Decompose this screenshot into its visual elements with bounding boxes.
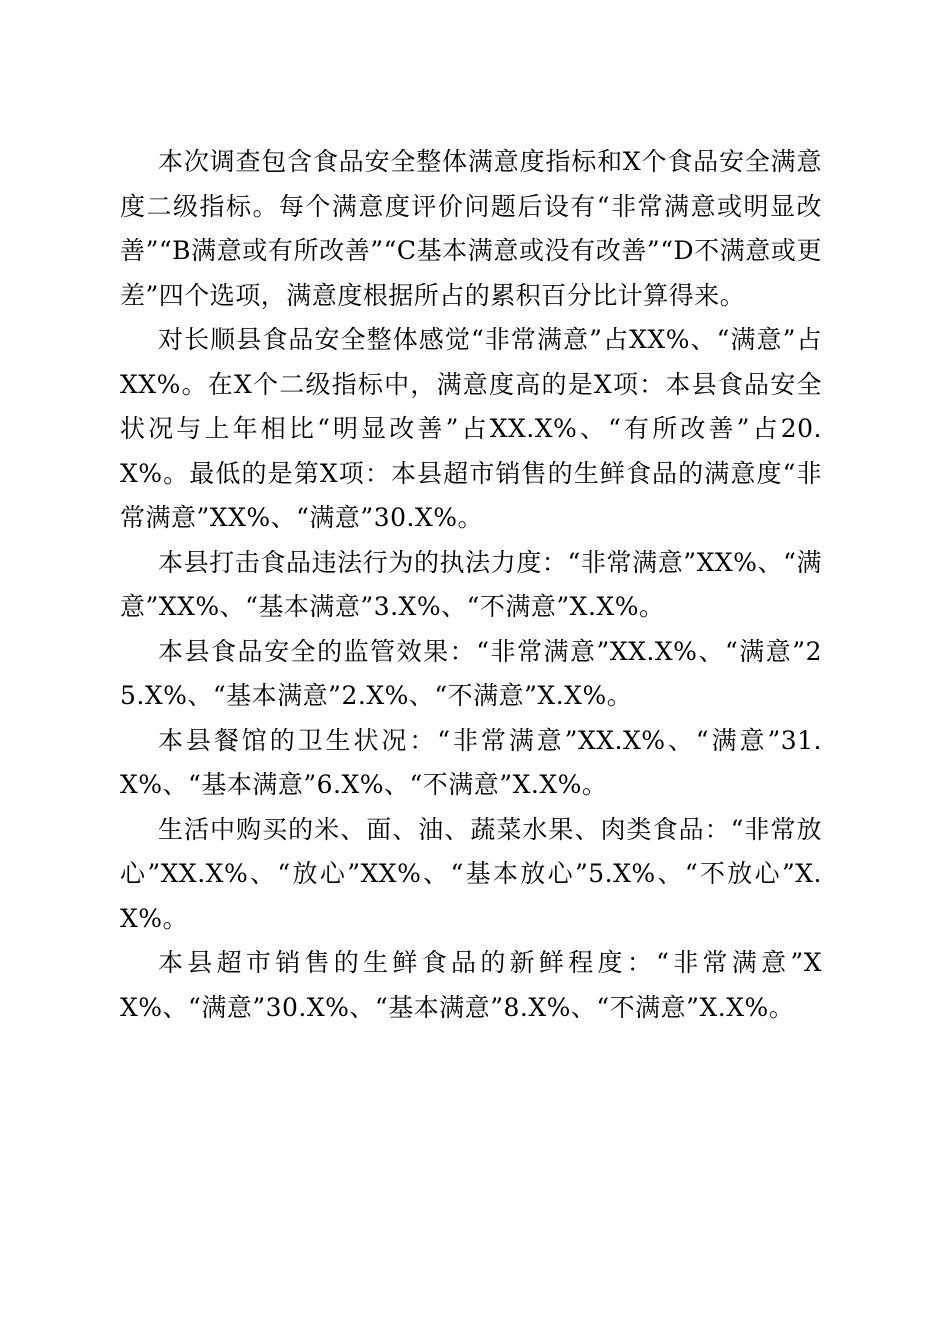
paragraph-enforcement: 本县打击食品违法行为的执法力度：“非常满意”XX%、“满意”XX%、“基本满意”3.X%、“不满意”X.X%。 bbox=[120, 547, 822, 621]
paragraph-supervision-effect: 本县食品安全的监管效果：“非常满意”XX.X%、“满意”25.X%、“基本满意”2.X%、“不满意”X.X%。 bbox=[120, 636, 822, 710]
paragraph-staple-foods: 生活中购买的米、面、油、蔬菜水果、肉类食品：“非常放心”XX.X%、“放心”XX%、“基本放心”5.X%、“不放心”X.X%。 bbox=[120, 814, 822, 933]
document-body bbox=[120, 140, 822, 1030]
paragraph-overall-satisfaction: 对长顺县食品安全整体感觉“非常满意”占XX%、“满意”占XX%。在X个二级指标中，满意度高的是X项：本县食品安全状况与上年相比“明显改善”占XX.X%、“有所改善”占20.X%。最低的是第X项：本县超市销售的生鲜食品的满意度“非常满意”XX%、“满意”30.X%。 bbox=[120, 325, 822, 532]
paragraph-restaurant-hygiene: 本县餐馆的卫生状况：“非常满意”XX.X%、“满意”31.X%、“基本满意”6.X%、“不满意”X.X%。 bbox=[120, 725, 822, 799]
paragraph-survey-intro: 本次调查包含食品安全整体满意度指标和X个食品安全满意度二级指标。每个满意度评价问题后设有“非常满意或明显改善”“B满意或有所改善”“C基本满意或没有改善”“D不满意或更差”四个选项，满意度根据所占的累积百分比计算得来。 bbox=[120, 147, 822, 310]
paragraph-fresh-food: 本县超市销售的生鲜食品的新鲜程度：“非常满意”XX%、“满意”30.X%、“基本满意”8.X%、“不满意”X.X%。 bbox=[120, 948, 822, 1022]
